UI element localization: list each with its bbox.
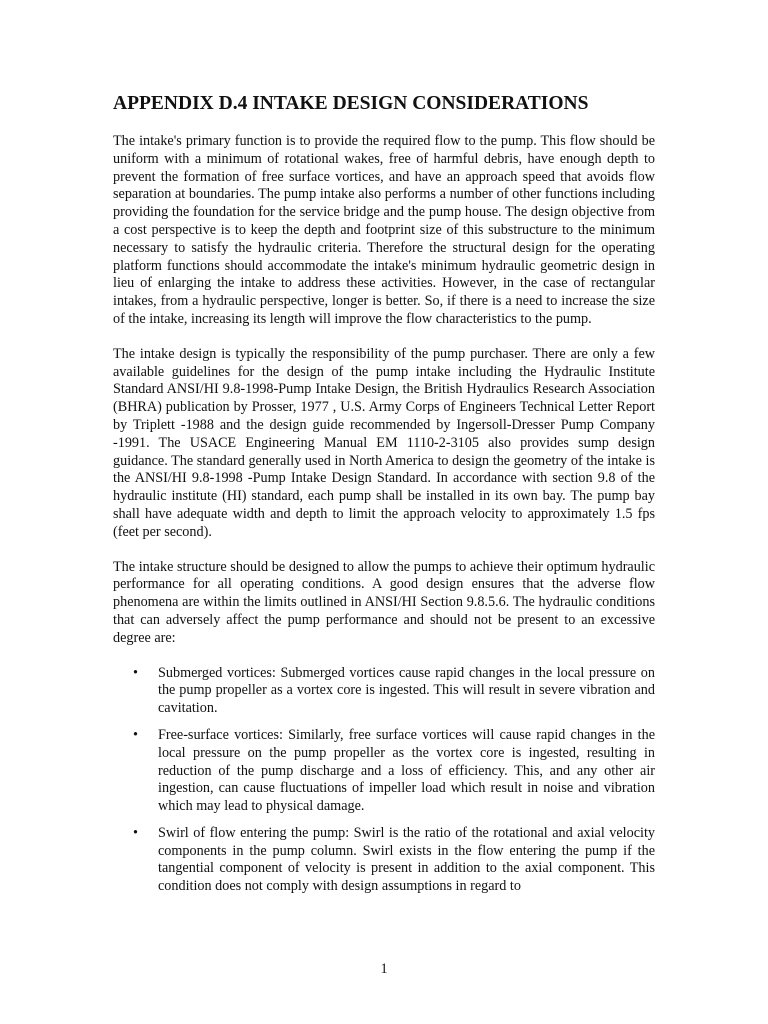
bullet-icon: • bbox=[133, 824, 138, 841]
list-item-free-surface-vortices bbox=[113, 727, 655, 816]
document-page bbox=[113, 92, 655, 905]
list-item-text: Free-surface vortices: Similarly, free surface vortices will cause rapid changes in the local pressure on the pump propeller as the vortex core is ingested, resulting in reduction of the pump discharge and a loss of efficiency. This, and any other air ingestion, can cause fluctuations of impeller load which result in noise and vibration which may lead to physical damage. bbox=[158, 726, 655, 815]
bullet-icon: • bbox=[133, 664, 138, 681]
paragraph-hydraulic-conditions: The intake structure should be designed to allow the pumps to achieve their optimum hydraulic performance for all operating conditions. A good design ensures that the adverse flow phenomena are within the limits outlined in ANSI/HI Section 9.8.5.6. The hydraulic conditions that can adversely affect the pump performance and should not be present to an excessive degree are: bbox=[113, 558, 655, 646]
list-item-text: Submerged vortices: Submerged vortices cause rapid changes in the local pressure on the pump propeller as a vortex core is ingested. This will result in severe vibration and cavitation. bbox=[158, 664, 655, 717]
list-item-submerged-vortices bbox=[113, 665, 655, 718]
paragraph-intake-function: The intake's primary function is to provide the required flow to the pump. This flow should be uniform with a minimum of rotational wakes, free of harmful debris, have enough depth to prevent the formation of free surface vortices, and have an approach speed that avoids flow separation at boundaries. The pump intake also performs a number of other functions including providing the foundation for the service bridge and the pump house. The design objective from a cost perspective is to keep the depth and footprint size of this substructure to the minimum necessary to satisfy the hydraulic criteria. Therefore the structural design for the operating platform functions should accommodate the intake's minimum hydraulic geometric design in lieu of enlarging the intake to address these activities. However, in the case of rectangular intakes, from a hydraulic perspective, longer is better. So, if there is a need to increase the size of the intake, increasing its length will improve the flow characteristics to the pump. bbox=[113, 133, 655, 327]
bullet-icon: • bbox=[133, 726, 138, 743]
list-item-swirl-of-flow bbox=[113, 825, 655, 896]
page-title: APPENDIX D.4 INTAKE DESIGN CONSIDERATIONS bbox=[113, 93, 589, 114]
hydraulic-conditions-list bbox=[113, 665, 655, 897]
list-item-text: Swirl of flow entering the pump: Swirl is the ratio of the rotational and axial velocity components in the pump column. Swirl exists in the flow entering the pump if the tangential component of velocity is present in addition to the axial component. This condition does not comply with design assumptions in regard to bbox=[158, 824, 655, 895]
paragraph-intake-design-guidelines: The intake design is typically the responsibility of the pump purchaser. There are only a few available guidelines for the design of the pump intake including the Hydraulic Institute Standard ANSI/HI 9.8-1998-Pump Intake Design, the British Hydraulics Research Association (BHRA) publication by Prosser, 1977 , U.S. Army Corps of Engineers Technical Letter Report by Triplett -1988 and the design guide recommended by Ingersoll-Dresser Pump Company -1991. The USACE Engineering Manual EM 1110-2-3105 also provides sump design guidance. The standard generally used in North America to design the geometry of the intake is the ANSI/HI 9.8-1998 -Pump Intake Design Standard. In accordance with section 9.8 of the hydraulic institute (HI) standard, each pump shall be installed in its own bay. The pump bay shall have adequate width and depth to limit the approach velocity to approximately 1.5 fps (feet per second). bbox=[113, 345, 655, 540]
page-number: 1 bbox=[380, 961, 388, 977]
